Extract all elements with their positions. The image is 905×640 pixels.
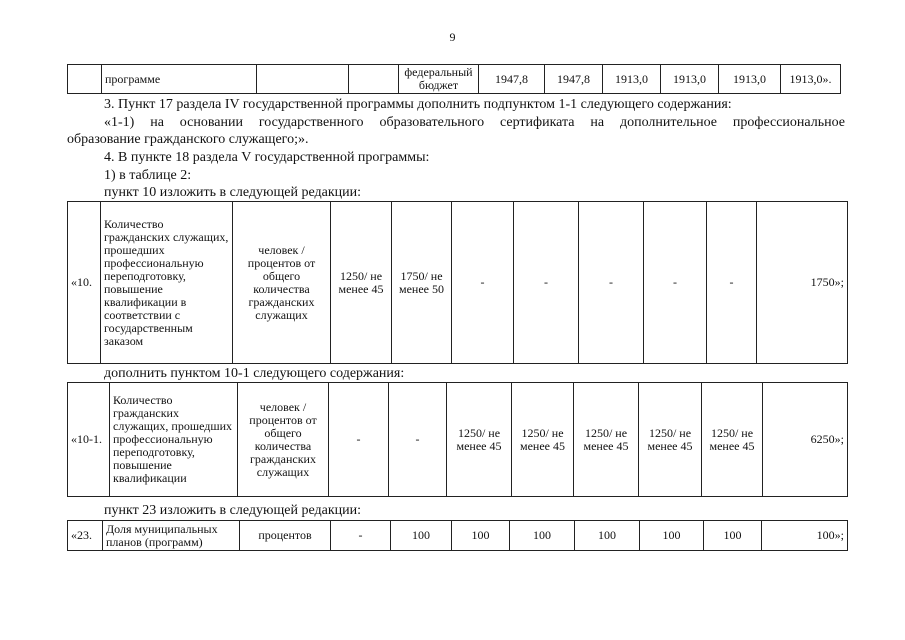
item-name: Доля муниципальных планов (программ) bbox=[103, 521, 240, 551]
table-cell-value: 1913,0». bbox=[781, 65, 841, 94]
item-value: 100 bbox=[575, 521, 640, 551]
table-cell bbox=[257, 65, 349, 94]
item-number: «10. bbox=[68, 202, 101, 364]
item-value: 100 bbox=[510, 521, 575, 551]
item-unit: процентов bbox=[240, 521, 331, 551]
item-10-1-table bbox=[67, 382, 848, 497]
table-cell bbox=[68, 65, 102, 94]
item-value: 1250/ не менее 45 bbox=[574, 383, 639, 497]
paragraph-4: 4. В пункте 18 раздела V государственной программы: bbox=[104, 150, 430, 165]
paragraph-item-10: пункт 10 изложить в следующей редакции: bbox=[104, 185, 361, 200]
item-unit: человек / процентов от общего количества гражданских служащих bbox=[233, 202, 331, 364]
item-total: 6250»; bbox=[763, 383, 848, 497]
item-number: «23. bbox=[68, 521, 103, 551]
item-value: - bbox=[514, 202, 579, 364]
table-cell-value: 1913,0 bbox=[719, 65, 781, 94]
paragraph-item-10-1: дополнить пунктом 10-1 следующего содержания: bbox=[104, 366, 405, 381]
item-value: 1250/ не менее 45 bbox=[702, 383, 763, 497]
page-number: 9 bbox=[449, 30, 456, 44]
table-cell-value: 1913,0 bbox=[603, 65, 661, 94]
paragraph-1-1: «1-1) на основании государственного образовательного сертификата на дополнительное профессиональное bbox=[104, 115, 845, 130]
item-value: - bbox=[644, 202, 707, 364]
item-value: 1750/ не менее 50 bbox=[392, 202, 452, 364]
item-value: 100 bbox=[391, 521, 452, 551]
table-cell-budget: федеральный бюджет bbox=[399, 65, 479, 94]
item-value: 100 bbox=[640, 521, 704, 551]
table-cell-value: 1913,0 bbox=[661, 65, 719, 94]
table-cell-name: программе bbox=[102, 65, 257, 94]
paragraph-1-1-cont: образование гражданского служащего;». bbox=[67, 132, 309, 147]
paragraph-table-2: 1) в таблице 2: bbox=[104, 168, 192, 183]
item-value: - bbox=[329, 383, 389, 497]
paragraph-3: 3. Пункт 17 раздела IV государственной программы дополнить подпунктом 1-1 следующего содержания: bbox=[104, 97, 732, 112]
item-value: 1250/ не менее 45 bbox=[639, 383, 702, 497]
item-10-table bbox=[67, 201, 848, 364]
continuation-table bbox=[67, 64, 841, 94]
item-value: - bbox=[707, 202, 757, 364]
paragraph-item-23: пункт 23 изложить в следующей редакции: bbox=[104, 503, 361, 518]
item-value: 1250/ не менее 45 bbox=[331, 202, 392, 364]
item-value: - bbox=[579, 202, 644, 364]
item-value: 100 bbox=[452, 521, 510, 551]
item-total: 1750»; bbox=[757, 202, 848, 364]
item-value: 100 bbox=[704, 521, 762, 551]
item-total: 100»; bbox=[762, 521, 848, 551]
table-cell-value: 1947,8 bbox=[545, 65, 603, 94]
item-unit: человек / процентов от общего количества гражданских служащих bbox=[238, 383, 329, 497]
item-value: 1250/ не менее 45 bbox=[447, 383, 512, 497]
item-number: «10-1. bbox=[68, 383, 110, 497]
item-23-table bbox=[67, 520, 848, 551]
item-value: - bbox=[389, 383, 447, 497]
item-value: 1250/ не менее 45 bbox=[512, 383, 574, 497]
item-value: - bbox=[452, 202, 514, 364]
table-cell bbox=[349, 65, 399, 94]
item-name: Количество гражданских служащих, прошедших профессиональную переподготовку, повышение квалификации bbox=[110, 383, 238, 497]
table-cell-value: 1947,8 bbox=[479, 65, 545, 94]
item-name: Количество гражданских служащих, прошедших профессиональную переподготовку, повышение квалификации в соответствии с государственным заказом bbox=[101, 202, 233, 364]
item-value: - bbox=[331, 521, 391, 551]
